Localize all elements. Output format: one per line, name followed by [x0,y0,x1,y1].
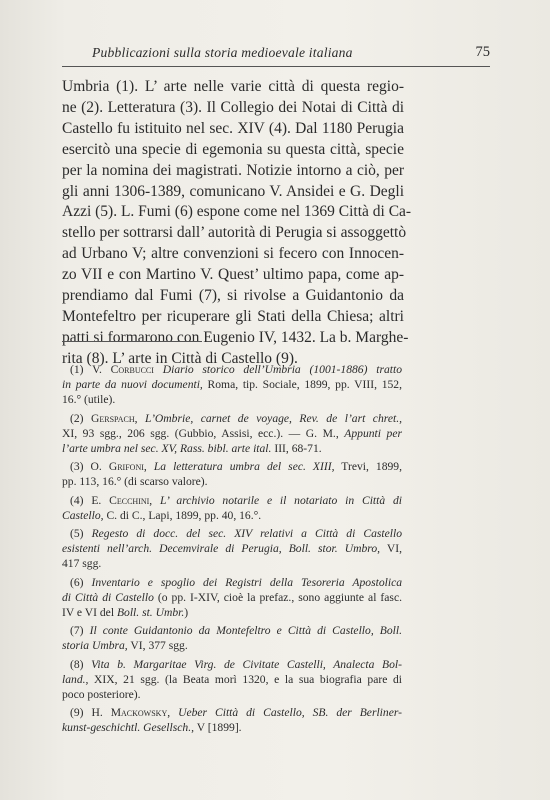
body-line [62,286,404,307]
body-line [62,98,404,119]
text-run: ) [184,606,189,620]
text-run: (3) [70,460,91,474]
page-number: 75 [475,44,490,60]
footnote-line [62,590,402,605]
body-line [62,119,404,140]
footnote-line [62,411,402,426]
body-line [62,161,404,182]
text-run [170,706,178,719]
text-run: prendiamo dal Fumi (7), si rivolse a Guidantonio da [62,287,404,305]
text-run [138,412,145,425]
text-run: 417 sgg. [62,557,102,571]
footnote-line [62,605,402,620]
footnote-line [62,541,402,556]
text-run: Inventario e spoglio dei Registri della Tesoreria Apostolica [91,575,403,589]
text-run [154,363,163,376]
text-run: pp. 113, 16.° (di scarso valore). [62,475,208,489]
text-run: (6) [70,575,92,589]
footnote [62,362,402,408]
text-run: IV e VI del [62,606,117,620]
text-run: (5) [70,527,92,541]
text-run: Umbria (1). L’ arte nelle varie città di questa regio- [62,78,404,95]
text-run: Cecchini, [109,493,153,507]
text-run: Regesto di docc. del sec. XIV relativi a Città di Castello [91,527,402,541]
text-run: rita (8). L’ arte in Città di Castello (9). [62,349,298,367]
text-run: esistenti nell’arch. Decemvirale di Perugia, Boll. stor. Umbro, [62,542,381,556]
body-line [62,328,409,349]
text-run: Vita b. Margaritae Virg. de Civitate Castelli, Analecta Bol- [91,657,402,671]
body-line [62,244,404,265]
text-run: (4) E. [70,493,110,507]
text-run: esercitò una specie di egemonia su questa città, specie [62,140,404,158]
footnote [62,411,402,457]
text-run: VI, [380,542,403,556]
running-title: Pubblicazioni sulla storia medioevale italiana [92,45,353,60]
text-run: La letteratura umbra del sec. XIII, [153,460,335,474]
footnote [62,657,402,703]
text-run: storia Umbra, [62,639,128,653]
body-paragraph [62,77,412,370]
text-run: Castello fu istituito nel sec. XIV (4). Dal 1180 Perugia [62,119,404,137]
footnote-line [62,459,402,474]
text-run: 16.° (utile). [62,393,116,407]
text-run: kunst-geschichtl. Gesellsch., [62,721,195,735]
text-run: C. di C., Lapi, 1899, pp. 40, 16.°. [103,508,262,522]
text-run: ad Urbano V; altre convenzioni si fecero con Innocen- [62,245,404,263]
text-run: L’ archivio notarile e il notariato in Città di [160,493,402,507]
footnote-gap [62,736,402,739]
body-line [62,140,404,161]
text-run: Diario storico dell’Umbria (1001-1886) tratto [162,363,402,376]
text-run: ne (2). Letteratura (3). Il Collegio dei Notai di Città di [62,98,404,116]
text-run: gli anni 1306-1389, comunicano V. Ansidei e G. Degli [62,182,404,200]
footnote-line [62,526,402,541]
footnote-line [62,705,402,720]
body-line [62,223,407,244]
footnote [62,575,402,621]
footnote-line [62,493,402,508]
text-run: Azzi (5). L. Fumi (6) espone come nel 1369 Città di Ca- [62,203,412,221]
text-run: zo VII e con Martino V. Quest’ ultimo papa, come ap- [62,266,404,284]
footnote-line [62,426,402,441]
text-run: per la nomina dei magistrati. Notizie intorno a ciò, per [62,161,404,179]
text-run: V [1899]. [194,721,242,735]
text-run: (7) [70,624,90,638]
text-run: patti si formarono con Eugenio IV, 1432. La b. Marghe- [62,328,409,346]
footnote-line [62,575,402,590]
text-run: l’arte umbra nel sec. XV, Rass. bibl. arte ital. [62,442,272,456]
footnote-line [62,720,402,735]
text-run: Castello, [62,508,104,522]
text-run: Mackowsky, [110,706,171,720]
text-run: Appunti per [344,426,402,440]
footnote-line [62,508,402,523]
text-run: XI, 93 sgg., 206 sgg. (Gubbio, Assisi, ecc.). — G. M., [62,426,345,440]
body-line [62,307,404,328]
text-run: (8) [70,657,92,671]
text-run: in parte da nuovi documenti, [62,378,203,392]
footnote-line [62,657,402,672]
page-header [62,44,490,67]
text-run: (9) H. [70,706,111,720]
text-run: Ueber Città di Castello, SB. der Berliner- [178,706,402,720]
text-run [152,494,160,507]
footnote [62,493,402,523]
text-run: Boll. st. Umbr. [116,606,185,620]
text-run: Gerspach, [91,411,138,425]
text-run: Montefeltro per ricuperare gli Stati della Chiesa; altri [62,307,404,325]
footnote-line [62,638,402,653]
text-run: Corbucci [110,363,154,376]
footnote-line [62,362,402,377]
text-run: XIX, 21 sgg. (la Beata morì 1320, e la sua biografia pare di [88,672,402,686]
text-run: III, 68-71. [271,442,322,456]
footnote [62,526,402,572]
footnote-line [62,441,402,456]
footnote-line [62,392,402,407]
body-line [62,77,404,98]
text-run: L’Ombrie, carnet de voyage, Rev. de l’art chret., [145,411,402,425]
text-run: Trevi, 1899, [334,460,402,474]
text-run: (o pp. I-XIV, cioè la prefaz., sono aggiunte al fasc. [153,590,402,604]
text-run: VI, 377 sgg. [127,639,188,653]
text-run: stello per sottrarsi dall’ autorità di Perugia si assoggettò [62,224,407,242]
body-line [62,265,404,286]
body-line [62,202,412,223]
footnote-line [62,556,402,571]
footnote-line [62,672,402,687]
footnote [62,705,402,735]
text-run: poco posteriore). [62,688,141,702]
footnote-line [62,623,402,638]
text-run: O. Grifoni, [90,460,147,474]
text-run: (1) V. [70,363,111,376]
footnotes [62,362,402,739]
body-line [62,182,404,203]
text-run: (2) [70,411,91,425]
text-run: Il conte Guidantonio da Montefeltro e Città di Castello, Boll. [89,624,402,638]
text-run: di Città di Castello [62,590,154,604]
footnote-line [62,377,402,392]
footnote-line [62,474,402,489]
text-run: land., [62,672,89,686]
footnote [62,459,402,489]
text-run: Roma, tip. Sociale, 1899, pp. VIII, 152, [202,378,402,392]
text-run [147,460,154,473]
footnote [62,623,402,653]
footnote-line [62,687,402,702]
footnote-separator [62,341,202,342]
